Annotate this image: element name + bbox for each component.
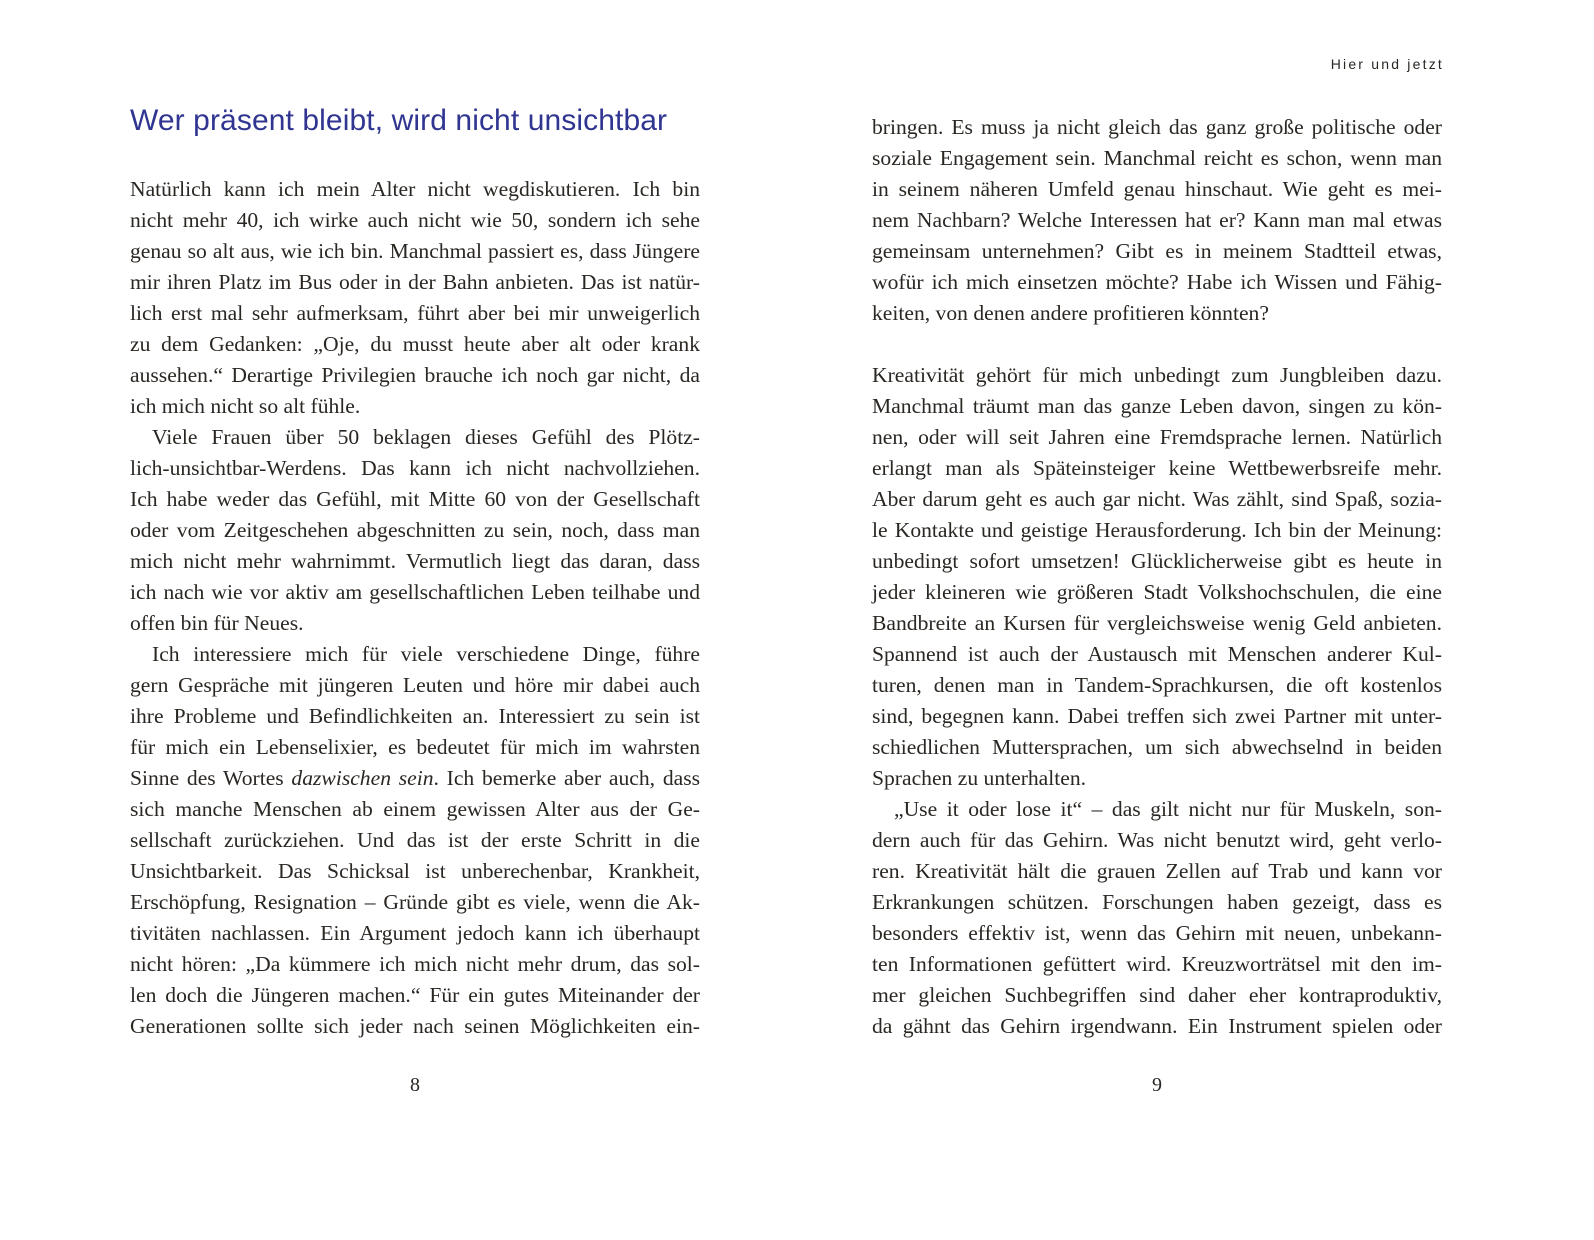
text-line: len doch die Jüngeren machen.“ Für ein gutes Miteinander der <box>130 983 700 1007</box>
text-line: Viele Frauen über 50 beklagen dieses Gefühl des Plötz- <box>152 425 700 449</box>
text-line: lich-unsichtbar-Werdens. Das kann ich nicht nachvollziehen. <box>130 456 700 480</box>
text-line: Ich interessiere mich für viele verschiedene Dinge, führe <box>152 642 700 666</box>
text-line: Manchmal träumt man das ganze Leben davon, singen zu kön- <box>872 394 1442 418</box>
text-line: schiedlichen Muttersprachen, um sich abwechselnd in beiden <box>872 735 1442 759</box>
text-line: in seinem näheren Umfeld genau hinschaut. Wie geht es mei- <box>872 177 1442 201</box>
text-line: Aber darum geht es auch gar nicht. Was zählt, sind Spaß, sozia- <box>872 487 1442 511</box>
text-line: aussehen.“ Derartige Privilegien brauche ich noch gar nicht, da <box>130 363 700 387</box>
text-line: ren. Kreativität hält die grauen Zellen auf Trab und kann vor <box>872 859 1442 883</box>
text-line: ten Informationen gefüttert wird. Kreuzworträtsel mit den im- <box>872 952 1442 976</box>
text-line: oder vom Zeitgeschehen abgeschnitten zu sein, noch, dass man <box>130 518 700 542</box>
text-line: besonders effektiv ist, wenn das Gehirn mit neuen, unbekann- <box>872 921 1442 945</box>
italic-phrase: dazwischen sein <box>291 766 434 790</box>
text-line: Generationen sollte sich jeder nach seinen Möglichkeiten ein- <box>130 1014 700 1038</box>
text-line: zu dem Gedanken: „Oje, du musst heute aber alt oder krank <box>130 332 700 356</box>
text-line: le Kontakte und geistige Herausforderung. Ich bin der Meinung: <box>872 518 1442 542</box>
text-line: mer gleichen Suchbegriffen sind daher eher kontraproduktiv, <box>872 983 1442 1007</box>
page-number: 8 <box>410 1074 420 1096</box>
text-line: nem Nachbarn? Welche Interessen hat er? Kann man mal etwas <box>872 208 1442 232</box>
text-line: nicht hören: „Da kümmere ich mich nicht mehr drum, das sol- <box>130 952 700 976</box>
text-line: Kreativität gehört für mich unbedingt zum Jungbleiben dazu. <box>872 363 1442 387</box>
text-line: gern Gespräche mit jüngeren Leuten und höre mir dabei auch <box>130 673 700 697</box>
text-line: mich nicht mehr wahrnimmt. Vermutlich liegt das daran, dass <box>130 549 700 573</box>
text-line: nen, oder will seit Jahren eine Fremdsprache lernen. Natürlich <box>872 425 1442 449</box>
text-line: sind, begegnen kann. Dabei treffen sich zwei Partner mit unter- <box>872 704 1442 728</box>
text-line: lich erst mal sehr aufmerksam, führt aber bei mir unweigerlich <box>130 301 700 325</box>
running-head: Hier und jetzt <box>1330 56 1444 72</box>
text-line: turen, denen man in Tandem-Sprachkursen, die oft kostenlos <box>872 673 1442 697</box>
text-line: jeder kleineren wie größeren Stadt Volkshochschulen, die eine <box>872 580 1442 604</box>
text-line: sich manche Menschen ab einem gewissen Alter aus der Ge- <box>130 797 700 821</box>
text-line: mir ihren Platz im Bus oder in der Bahn anbieten. Das ist natür- <box>130 270 700 294</box>
text-line: wofür ich mich einsetzen möchte? Habe ich Wissen und Fähig- <box>872 270 1442 294</box>
text-line: genau so alt aus, wie ich bin. Manchmal passiert es, dass Jüngere <box>130 239 700 263</box>
text-segment: . Ich bemerke aber auch, dass <box>433 766 701 790</box>
text-line: sellschaft zurückziehen. Und das ist der erste Schritt in die <box>130 828 700 852</box>
text-line: soziale Engagement sein. Manchmal reicht es schon, wenn man <box>872 146 1442 170</box>
text-line: offen bin für Neues. <box>130 611 304 635</box>
text-line: „Use it oder lose it“ – das gilt nicht nur für Muskeln, son- <box>894 797 1442 821</box>
text-line: Sprachen zu unterhalten. <box>872 766 1087 790</box>
left-page-body <box>130 174 700 1042</box>
text-line: für mich ein Lebenselixier, es bedeutet für mich im wahrsten <box>130 735 700 759</box>
text-line: ich nach wie vor aktiv am gesellschaftlichen Leben teilhabe und <box>130 580 700 604</box>
text-line: bringen. Es muss ja nicht gleich das ganz große politische oder <box>872 115 1442 139</box>
text-line: nicht mehr 40, ich wirke auch nicht wie 50, sondern ich sehe <box>130 208 700 232</box>
text-segment: Sinne des Wortes <box>130 766 292 790</box>
text-line: Ich habe weder das Gefühl, mit Mitte 60 von der Gesellschaft <box>130 487 700 511</box>
text-line: da gähnt das Gehirn irgendwann. Ein Instrument spielen oder <box>872 1014 1442 1038</box>
right-page <box>797 0 1594 1240</box>
text-line: unbedingt sofort umsetzen! Glücklicherweise gibt es heute in <box>872 549 1442 573</box>
text-line: Natürlich kann ich mein Alter nicht wegdiskutieren. Ich bin <box>130 177 700 201</box>
text-line: gemeinsam unternehmen? Gibt es in meinem Stadtteil etwas, <box>872 239 1442 263</box>
text-line: ihre Probleme und Befindlichkeiten an. Interessiert zu sein ist <box>130 704 700 728</box>
paragraph-break <box>872 329 1442 360</box>
text-line: Bandbreite an Kursen für vergleichsweise wenig Geld anbieten. <box>872 611 1442 635</box>
text-line: Erkrankungen schützen. Forschungen haben gezeigt, dass es <box>872 890 1442 914</box>
text-line <box>130 763 700 794</box>
text-line: Erschöpfung, Resignation – Gründe gibt es viele, wenn die Ak- <box>130 890 700 914</box>
text-line: erlangt man als Späteinsteiger keine Wettbewerbsreife mehr. <box>872 456 1442 480</box>
text-line: Unsichtbarkeit. Das Schicksal ist unberechenbar, Krankheit, <box>130 859 700 883</box>
text-line: keiten, von denen andere profitieren könnten? <box>872 301 1269 325</box>
chapter-title: Wer präsent bleibt, wird nicht unsichtbar <box>130 104 668 137</box>
text-line: tivitäten nachlassen. Ein Argument jedoch kann ich überhaupt <box>130 921 700 945</box>
text-line: ich mich nicht so alt fühle. <box>130 394 361 418</box>
right-page-body <box>872 112 1442 1042</box>
text-line: Spannend ist auch der Austausch mit Menschen anderer Kul- <box>872 642 1442 666</box>
text-line: dern auch für das Gehirn. Was nicht benutzt wird, geht verlo- <box>872 828 1442 852</box>
page-number: 9 <box>1152 1074 1162 1096</box>
